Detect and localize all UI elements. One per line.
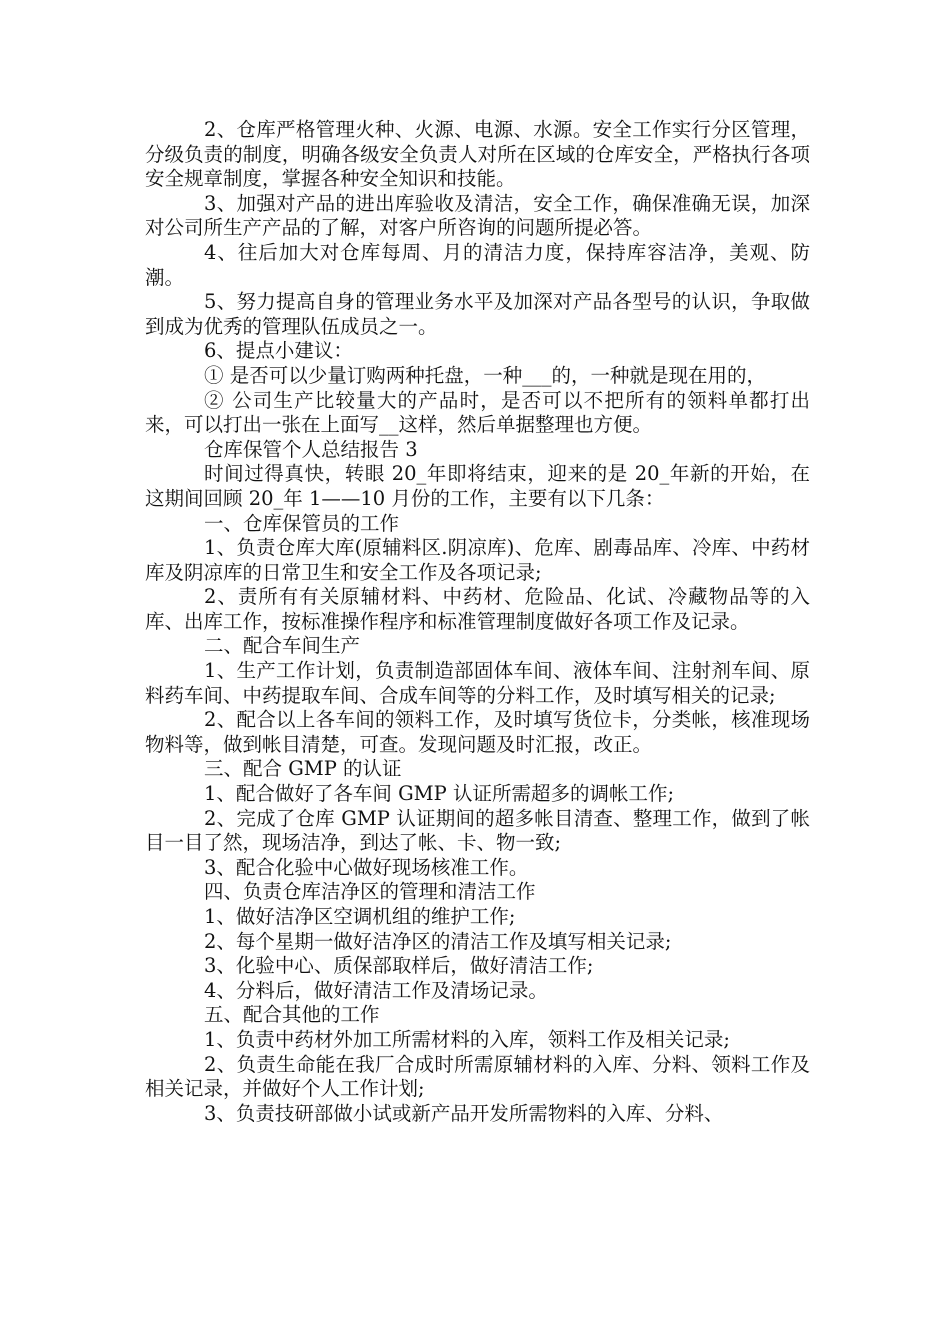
list-item: 4、分料后，做好清洁工作及清场记录。	[204, 978, 548, 1002]
list-item: 2、配合以上各车间的领料工作，及时填写货位卡，分类帐，核准现场物料等，做到帐目清楚，可查。发现问题及时汇报，改正。	[145, 708, 810, 756]
heading-clean-area: 四、负责仓库洁净区的管理和清洁工作	[204, 880, 536, 904]
document-body	[145, 118, 810, 1126]
list-item: 2、每个星期一做好洁净区的清洁工作及填写相关记录;	[204, 929, 672, 953]
list-item: 3、负责技研部做小试或新产品开发所需物料的入库、分料、	[204, 1101, 724, 1125]
list-item: 2、负责生命能在我厂合成时所需原辅材料的入库、分料、领料工作及相关记录，并做好个人工作计划;	[145, 1052, 810, 1101]
paragraph-suggestions-heading: 6、提点小建议：	[204, 339, 353, 363]
list-item: 2、责所有有关原辅材料、中药材、危险品、化试、冷藏物品等的入库、出库工作，按标准操作程序和标准管理制度做好各项工作及记录。	[145, 585, 810, 633]
section-title-report-3: 仓库保管个人总结报告 3	[204, 437, 418, 461]
paragraph-management-skill: 5、努力提高自身的管理业务水平及加深对产品各型号的认识，争取做到成为优秀的管理队伍成员之一。	[145, 290, 810, 338]
list-item: 3、配合化验中心做好现场核准工作。	[204, 855, 529, 879]
paragraph-inspection: 3、加强对产品的进出库验收及清洁，安全工作，确保准确无误，加深对公司所生产产品的了解，对客户所咨询的问题所提必答。	[145, 191, 810, 240]
heading-workshop: 二、配合车间生产	[204, 634, 361, 658]
heading-keeper-work: 一、仓库保管员的工作	[204, 511, 400, 535]
paragraph-cleaning: 4、往后加大对仓库每周、月的清洁力度，保持库容洁净，美观、防潮。	[145, 240, 810, 289]
list-item: 1、做好洁净区空调机组的维护工作;	[204, 905, 516, 928]
paragraph-fire-safety: 2、仓库严格管理火种、火源、电源、水源。安全工作实行分区管理，分级负责的制度，明确各级安全负责人对所在区域的仓库安全，严格执行各项安全规章制度，掌握各种安全知识和技能。	[145, 118, 810, 191]
paragraph-suggestion-1: ① 是否可以少量订购两种托盘，一种___的，一种就是现在用的，	[204, 363, 766, 387]
list-item: 3、化验中心、质保部取样后，做好清洁工作;	[204, 954, 594, 978]
list-item: 1、负责仓库大库(原辅料区.阴凉库)、危库、剧毒品库、冷库、中药材库及阴凉库的日常卫生和安全工作及各项记录;	[145, 536, 810, 584]
heading-gmp: 三、配合 GMP 的认证	[204, 757, 402, 781]
paragraph-intro: 时间过得真快，转眼 20_年即将结束，迎来的是 20_年新的开始，在这期间回顾 20_年 1——10 月份的工作，主要有以下几条：	[145, 462, 810, 510]
list-item: 1、生产工作计划，负责制造部固体车间、液体车间、注射剂车间、原料药车间、中药提取车间、合成车间等的分料工作，及时填写相关的记录;	[145, 659, 810, 707]
list-item: 1、配合做好了各车间 GMP 认证所需超多的调帐工作;	[204, 782, 675, 806]
paragraph-suggestion-2: ② 公司生产比较量大的产品时，是否可以不把所有的领料单都打出来，可以打出一张在上面写__这样，然后单据整理也方便。	[145, 388, 810, 437]
list-item: 2、完成了仓库 GMP 认证期间的超多帐目清查、整理工作，做到了帐目一目了然，现场洁净，到达了帐、卡、物一致;	[145, 806, 810, 855]
list-item: 1、负责中药材外加工所需材料的入库，领料工作及相关记录;	[204, 1027, 730, 1051]
heading-other-work: 五、配合其他的工作	[204, 1003, 380, 1027]
